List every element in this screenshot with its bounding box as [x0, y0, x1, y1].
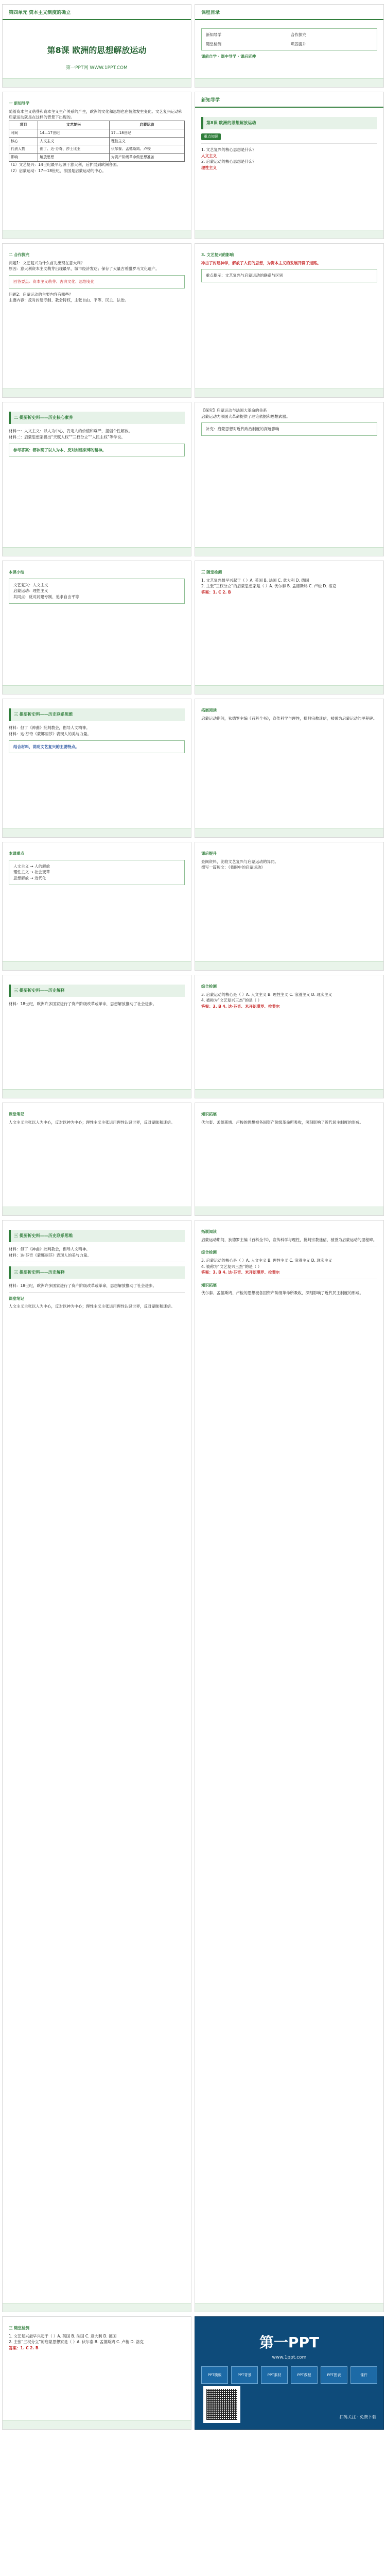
row-final [0, 2316, 386, 2430]
slide-qa [2, 2316, 191, 2430]
slide-footer [3, 2303, 191, 2312]
p3-right-content [195, 402, 383, 444]
section-banner: 三 提要折史料——历史联系思维 [9, 708, 185, 721]
table-header: 文艺复兴 [38, 121, 110, 129]
table-cell: 14—17世纪 [38, 129, 110, 137]
section-title: 拓展阅读 [201, 708, 217, 713]
question: 1. 文艺复兴最早兴起于（ ）A. 英国 B. 法国 C. 意大利 D. 德国 [9, 2333, 117, 2338]
slide-p6-left [2, 842, 191, 971]
toc-headline: 课程目录 [195, 5, 383, 20]
toc-item[interactable]: 合作探究 [291, 32, 306, 37]
slide-p8-left [2, 1103, 191, 1216]
promo-item[interactable]: PPT模板 [201, 2366, 228, 2384]
paragraph: 问题1：文艺复兴为什么首先出现在意大利？ 原因：意大利资本主义萌芽出现最早，城市经济发达；保存了大量古希腊罗马文化遗产。 [9, 260, 160, 272]
section-title: 本课重点 [9, 851, 24, 856]
p7-right-content [195, 975, 383, 1015]
long-left-column [2, 1220, 191, 2312]
row-7 [0, 842, 386, 971]
comparison-table [9, 121, 185, 162]
promo-banner[interactable] [195, 2316, 384, 2430]
question: 4. 被称为“文艺复兴三杰”的是（ ） [201, 1264, 262, 1269]
summary-item: 启蒙运动：理性主义 [13, 588, 48, 594]
promo-item[interactable]: 课件 [350, 2366, 377, 2384]
slide-p8-right [195, 1103, 384, 1216]
section-banner: 三 提要折史料——历史解释 [9, 985, 185, 997]
question-title: 3. 文艺复兴的影响 [201, 252, 234, 257]
slide-footer [3, 230, 191, 239]
focus-item: 理性主义 → 社会变革 [13, 870, 50, 875]
promo-item[interactable]: PPT素材 [261, 2366, 288, 2384]
slide-p7-left [2, 975, 191, 1098]
p2-right-content [195, 244, 383, 291]
slide-footer [195, 828, 383, 837]
slide-footer [3, 961, 191, 970]
answers: 答案：1. C 2. B [201, 589, 231, 595]
slide-footer [3, 685, 191, 694]
row-6 [0, 699, 386, 838]
slide-footer [3, 1089, 191, 1098]
row-2 [0, 92, 386, 239]
toc-item[interactable]: 随堂检测 [206, 41, 221, 46]
slide-p2-right [195, 243, 384, 398]
table-cell: 解放思想 [38, 154, 110, 162]
slide-footer [195, 1207, 383, 1215]
long-right-column [195, 1220, 384, 2312]
slide-footer [195, 2303, 383, 2312]
promo-footer: 扫码关注 · 免费下载 [339, 2415, 376, 2419]
question: 2. 主张“三权分立”的启蒙思想家是（ ）A. 伏尔泰 B. 孟德斯鸠 C. 卢梭 D. 洛克 [9, 2340, 144, 2345]
paragraph: 随着资本主义萌芽和资本主义生产关系的产生，欧洲的文化和思想也在悄然发生变化。文艺复兴运动和启蒙运动就是在这样的背景下出现的。 [9, 109, 183, 120]
slide-cover [2, 4, 191, 88]
summary-item: 共同点：反对封建专制、追求自由平等 [13, 594, 79, 599]
p1-left-content [3, 92, 191, 179]
section-title: 综合检测 [201, 984, 217, 989]
section-title: 一 新知导学 [9, 101, 30, 106]
table-cell: 理性主义 [109, 137, 184, 145]
paragraph: 伏尔泰、孟德斯鸠、卢梭的思想被各国资产阶级革命所吸收，深刻影响了近代民主制度的形成。 [201, 1291, 363, 1296]
note-box: 重点提示：文艺复兴与启蒙运动的联系与区别 [201, 269, 377, 282]
summary-item: 文艺复兴：人文主义 [13, 582, 48, 587]
section-title: 三 随堂检测 [9, 2326, 30, 2330]
slide-footer [195, 1089, 383, 1098]
task: 撰写一篇短文：《我眼中的启蒙运动》 [201, 865, 265, 870]
slide-footer [195, 685, 383, 694]
slide-p7-right [195, 975, 384, 1098]
toc-note: 课前自学 · 课中导学 · 课后延伸 [201, 54, 256, 59]
p5-left-content [3, 699, 191, 761]
slide-toc [195, 4, 384, 88]
table-row [9, 137, 185, 145]
p3-left-content [3, 402, 191, 465]
slide-footer [3, 2420, 191, 2429]
section-title: 综合检测 [201, 1250, 217, 1255]
divider [201, 143, 377, 144]
slide-footer [3, 1207, 191, 1215]
paragraph: （1）文艺复兴：14世纪最早起源于意大利，后扩展到欧洲各国。 [9, 162, 120, 167]
row-10 [0, 1220, 386, 2312]
promo-item[interactable]: PPT图表 [321, 2366, 347, 2384]
kicker: 新知导学 [195, 92, 383, 108]
slide-p4-right [195, 561, 384, 694]
unit-label: 第四单元 资本主义制度的确立 [3, 5, 191, 20]
question: 2. 启蒙运动的核心思想是什么？ [201, 159, 257, 164]
lesson-title: 第8课 欧洲的思想解放运动 [201, 117, 377, 129]
exercise-title: 三 随堂检测 [201, 570, 222, 574]
slide-p1-right [195, 92, 384, 239]
slide-footer [3, 828, 191, 837]
slide-p5-left [2, 699, 191, 838]
slide-p1-left [2, 92, 191, 239]
promo-tagline[interactable]: www.1ppt.com [272, 2355, 307, 2360]
row-3 [0, 243, 386, 398]
note-box: 补充：启蒙思想对近代政治制度的深远影响 [201, 422, 377, 436]
answer-box: 参考答案：都体现了以人为本、反对封建束缚的精神。 [9, 444, 185, 457]
slide-footer [195, 961, 383, 970]
row-9 [0, 1103, 386, 1216]
material: 材料一：人文主义：以人为中心，肯定人的价值和尊严，提倡个性解放。 [9, 429, 132, 434]
table-cell: 人文主义 [38, 137, 110, 145]
paragraph: 人文主义主张以人为中心，反对以神为中心；理性主义主张运用理性认识世界，反对蒙昧和迷信。 [9, 1304, 175, 1309]
paragraph: 【探究】启蒙运动与法国大革命的关系 启蒙运动为法国大革命提供了理论依据和思想武器。 [201, 408, 290, 419]
promo-item[interactable]: PPT教程 [291, 2366, 318, 2384]
p8-right-content [195, 1103, 383, 1130]
section-banner: 三 提要折史料——历史解释 [9, 1266, 185, 1279]
qa-content [3, 2317, 191, 2357]
qr-pattern [206, 2389, 237, 2420]
toc-content [195, 20, 383, 65]
p4-left-content [3, 561, 191, 612]
promo-item[interactable]: PPT背景 [231, 2366, 258, 2384]
slide-footer [195, 547, 383, 556]
toc-box [201, 28, 377, 50]
p7-left-content [3, 975, 191, 1012]
answers: 答案：3. B 4. 达·芬奇、米开朗琪罗、拉斐尔 [201, 1004, 280, 1009]
paragraph: 启蒙运动期间，狄德罗主编《百科全书》，宣传科学与理性，批判宗教迷信，被誉为启蒙运动的里程碑。 [201, 716, 377, 721]
table-cell: 伏尔泰、孟德斯鸠、卢梭 [109, 145, 184, 154]
paragraph: 材料：18世纪，欧洲许多国家进行了资产阶级改革或革命，思想解放推动了社会进步。 [9, 1283, 157, 1289]
section-title: 知识拓展 [201, 1282, 217, 1287]
highlight-box: 回答要点：资本主义萌芽、古典文化、思想变化 [9, 275, 185, 289]
slide-p3-right [195, 402, 384, 556]
slide-p5-right [195, 699, 384, 838]
table-cell: 但丁、达·芬奇、莎士比亚 [38, 145, 110, 154]
slide-p3-left [2, 402, 191, 556]
paragraph: 启蒙运动期间，狄德罗主编《百科全书》，宣传科学与理性，批判宗教迷信，被誉为启蒙运动的里程碑。 [201, 1237, 377, 1242]
paragraph: 人文主义主张以人为中心，反对以神为中心；理性主义主张运用理性认识世界，反对蒙昧和迷信。 [9, 1120, 175, 1125]
p1-right-content [195, 108, 383, 176]
promo-brand: 第一PPT [259, 2334, 320, 2351]
p6-left-content [3, 842, 191, 893]
table-row [9, 145, 185, 154]
answer: 人文主义 [201, 153, 217, 158]
answer: 冲击了封建神学，解放了人们的思想，为资本主义的发展开辟了道路。 [201, 260, 321, 265]
material: 材料：达·芬奇《蒙娜丽莎》表现人的美与力量。 [9, 732, 91, 737]
slide-p6-right [195, 842, 384, 971]
p4-right-content [195, 561, 383, 601]
table-cell: 影响 [9, 154, 38, 162]
p2-left-content [3, 244, 191, 309]
table-row [9, 129, 185, 137]
table-header: 项目 [9, 121, 38, 129]
long-left-content [3, 1221, 191, 1315]
knowledge-badge: 重点知识 [201, 133, 221, 140]
section-title: 知识拓展 [201, 1112, 217, 1116]
material: 材料：但丁《神曲》批判教会，倡导人文精神。 [9, 725, 90, 731]
question: 1. 文艺复兴最早兴起于（ ）A. 英国 B. 法国 C. 意大利 D. 德国 [201, 578, 309, 583]
slide-footer [3, 388, 191, 397]
toc-item[interactable]: 巩固提升 [291, 41, 306, 46]
table-cell: 为资产阶级革命做思想准备 [109, 154, 184, 162]
focus-box [9, 860, 185, 885]
qr-code-icon[interactable] [203, 2386, 240, 2423]
slide-footer [195, 230, 383, 239]
focus-item: 思想解放 → 近代化 [13, 875, 46, 880]
paragraph: 问题2：启蒙运动的主要内容有哪些？ 主要内容：反对封建专制、教会特权，主张自由、平等、民主、法治。 [9, 292, 129, 303]
row-5 [0, 561, 386, 694]
question: 3. 启蒙运动的核心是（ ）A. 人文主义 B. 理性主义 C. 浪漫主义 D. 现实主义 [201, 992, 332, 997]
watermark: 第一PPT网 WWW.1PPT.COM [66, 65, 128, 71]
p5-right-content [195, 699, 383, 726]
slide-footer [3, 78, 191, 87]
summary-box [9, 579, 185, 604]
section-title: 拓展阅读 [201, 1229, 217, 1234]
row-4 [0, 402, 386, 556]
row-1 [0, 4, 386, 88]
slide-footer [3, 547, 191, 556]
summary-title: 本课小结 [9, 570, 24, 574]
slide-p2-left [2, 243, 191, 398]
focus-item: 人文主义 → 人的解放 [13, 863, 50, 869]
section-title: 二 合作探究 [9, 252, 30, 257]
task: 查阅资料，比较文艺复兴与启蒙运动的异同。 [201, 859, 278, 864]
paragraph: 伏尔泰、孟德斯鸠、卢梭的思想被各国资产阶级革命所吸收，深刻影响了近代民主制度的形成。 [201, 1120, 363, 1125]
table-row [9, 154, 185, 162]
question: 4. 被称为“文艺复兴三杰”的是（ ） [201, 998, 262, 1003]
table-cell: 核心 [9, 137, 38, 145]
answers: 答案：1. C 2. B [9, 2345, 39, 2350]
question: 3. 启蒙运动的核心是（ ）A. 人文主义 B. 理性主义 C. 浪漫主义 D. 现实主义 [201, 1258, 332, 1263]
section-banner: 二 提要折史料——历史核心素养 [9, 412, 185, 424]
table-cell: 代表人物 [9, 145, 38, 154]
table-cell: 17—18世纪 [109, 129, 184, 137]
p6-right-content [195, 842, 383, 876]
question-box: 结合材料，说明文艺复兴的主要特点。 [9, 740, 185, 754]
material: 材料二：启蒙思想家提出“天赋人权”“三权分立”“人民主权”等学说。 [9, 435, 125, 440]
question: 2. 主张“三权分立”的启蒙思想家是（ ）A. 伏尔泰 B. 孟德斯鸠 C. 卢梭 D. 洛克 [201, 584, 337, 589]
table-header: 启蒙运动 [109, 121, 184, 129]
slide-footer [195, 78, 383, 87]
p8-left-content [3, 1103, 191, 1130]
section-banner: 三 提要折史料——历史联系思维 [9, 1230, 185, 1242]
section-title: 课堂笔记 [9, 1112, 24, 1116]
question: 1. 文艺复兴的核心思想是什么？ [201, 147, 257, 152]
toc-item[interactable]: 新知导学 [206, 32, 221, 37]
slide-footer [195, 388, 383, 397]
section-title: 课堂笔记 [9, 1296, 24, 1301]
material: 材料：但丁《神曲》批判教会，倡导人文精神。 [9, 1247, 90, 1252]
cover-title: 第8课 欧洲的思想解放运动 [47, 45, 147, 55]
table-cell: 时间 [9, 129, 38, 137]
section-title: 课后提升 [201, 851, 217, 856]
slide-p4-left [2, 561, 191, 694]
divider [9, 1292, 185, 1293]
material: 材料：达·芬奇《蒙娜丽莎》表现人的美与力量。 [9, 1253, 91, 1258]
paragraph: 材料：18世纪，欧洲许多国家进行了资产阶级改革或革命，思想解放推动了社会进步。 [9, 1002, 157, 1007]
answers: 答案：3. B 4. 达·芬奇、米开朗琪罗、拉斐尔 [201, 1270, 280, 1275]
paragraph: （2）启蒙运动：17—18世纪，法国是启蒙运动的中心。 [9, 168, 106, 173]
row-8 [0, 975, 386, 1098]
long-right-content [195, 1221, 383, 1301]
answer: 理性主义 [201, 165, 217, 171]
